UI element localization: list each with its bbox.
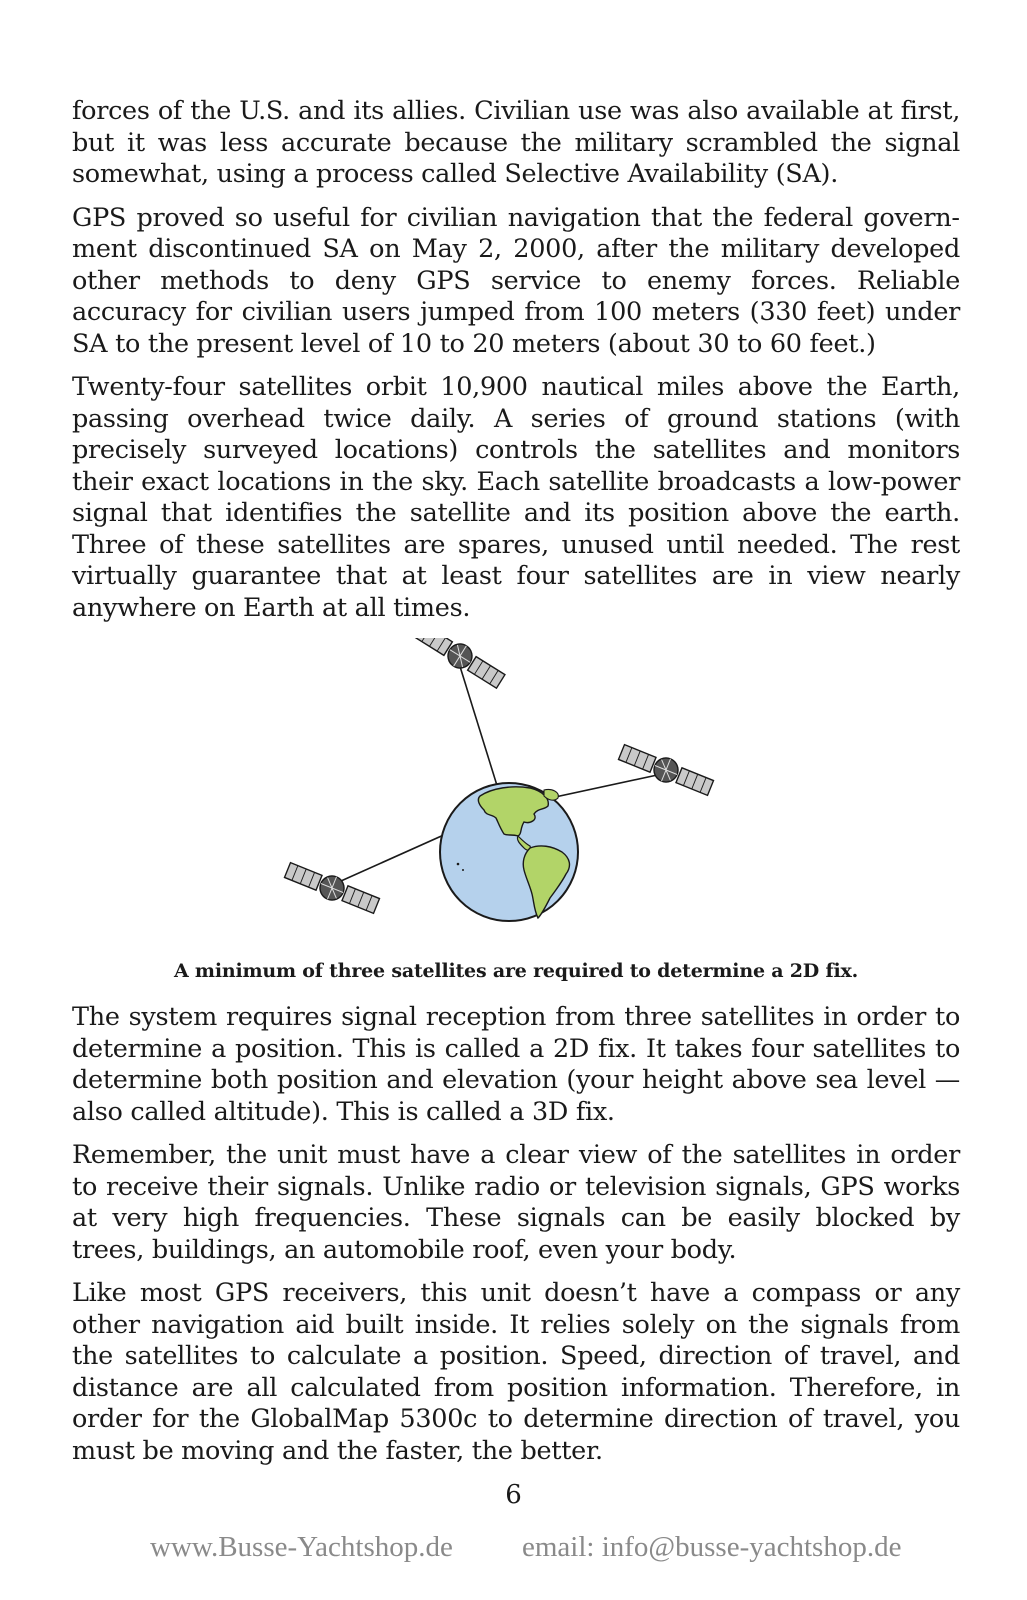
satellite-right-icon bbox=[617, 741, 715, 799]
page-number: 6 bbox=[505, 1480, 522, 1510]
satellite-left-icon bbox=[283, 859, 381, 917]
satellite-figure bbox=[72, 638, 960, 960]
paragraph-no-compass: Like most GPS receivers, this unit doesn’t have a compass or any other navigation aid built inside. It relies solely on the signals from the satellites to calculate a position. Speed, direction of travel, and distance are all calculated from position information. Therefore, in order for the GlobalMap 5300c to determine direction of travel, you must be moving and the faster, the better. bbox=[72, 1278, 960, 1466]
footer-website: www.Busse-Yachtshop.de bbox=[150, 1531, 453, 1563]
earth-globe-icon bbox=[440, 783, 578, 921]
paragraph-sa-history: forces of the U.S. and its allies. Civilian use was also available at first, but it was less accurate because the military scrambled the signal somewhat, using a process called Selective Availability (SA). bbox=[72, 96, 960, 189]
figure-caption: A minimum of three satellites are required to determine a 2D fix. bbox=[173, 960, 859, 982]
paragraph-clear-view: Remember, the unit must have a clear view of the satellites in order to receive their signals. Unlike radio or television signals, GPS works at very high frequencies. These signals can be easily blocked by trees, buildings, an automobile roof, even your body. bbox=[72, 1140, 960, 1265]
paragraph-sa-discontinued: GPS proved so useful for civilian navigation that the federal government discontinued SA on May 2, 2000, after the military developed other methods to deny GPS service to enemy forces. Reliable accuracy for civilian users jumped from 100 meters (330 feet) under SA to the present level of 10 to 20 meters (about 30 to 60 feet.) bbox=[72, 202, 960, 359]
paragraph-2d-fix: The system requires signal reception from three satellites in order to determine a position. This is called a 2D fix. It takes four satellites to determine both position and elevation (your height above sea level — also called altitude). This is called a 3D fix. bbox=[72, 1002, 960, 1127]
satellite-illustration bbox=[72, 638, 960, 960]
satellite-top-icon bbox=[413, 638, 507, 692]
paragraph-satellite-orbit: Twenty-four satellites orbit 10,900 nautical miles above the Earth, passing overhead twice daily. A series of ground stations (with precisely surveyed locations) controls the satellites and monitors their exact locations in the sky. Each satellite broadcasts a low-power signal that identifies the satellite and its position above the earth. Three of these satellites are spares, unused until needed. The rest virtually guarantee that at least four satellites are in view nearly anywhere on Earth at all times. bbox=[72, 372, 960, 623]
footer-email: email: info@busse-yachtshop.de bbox=[522, 1531, 902, 1563]
page-body bbox=[72, 96, 960, 1479]
